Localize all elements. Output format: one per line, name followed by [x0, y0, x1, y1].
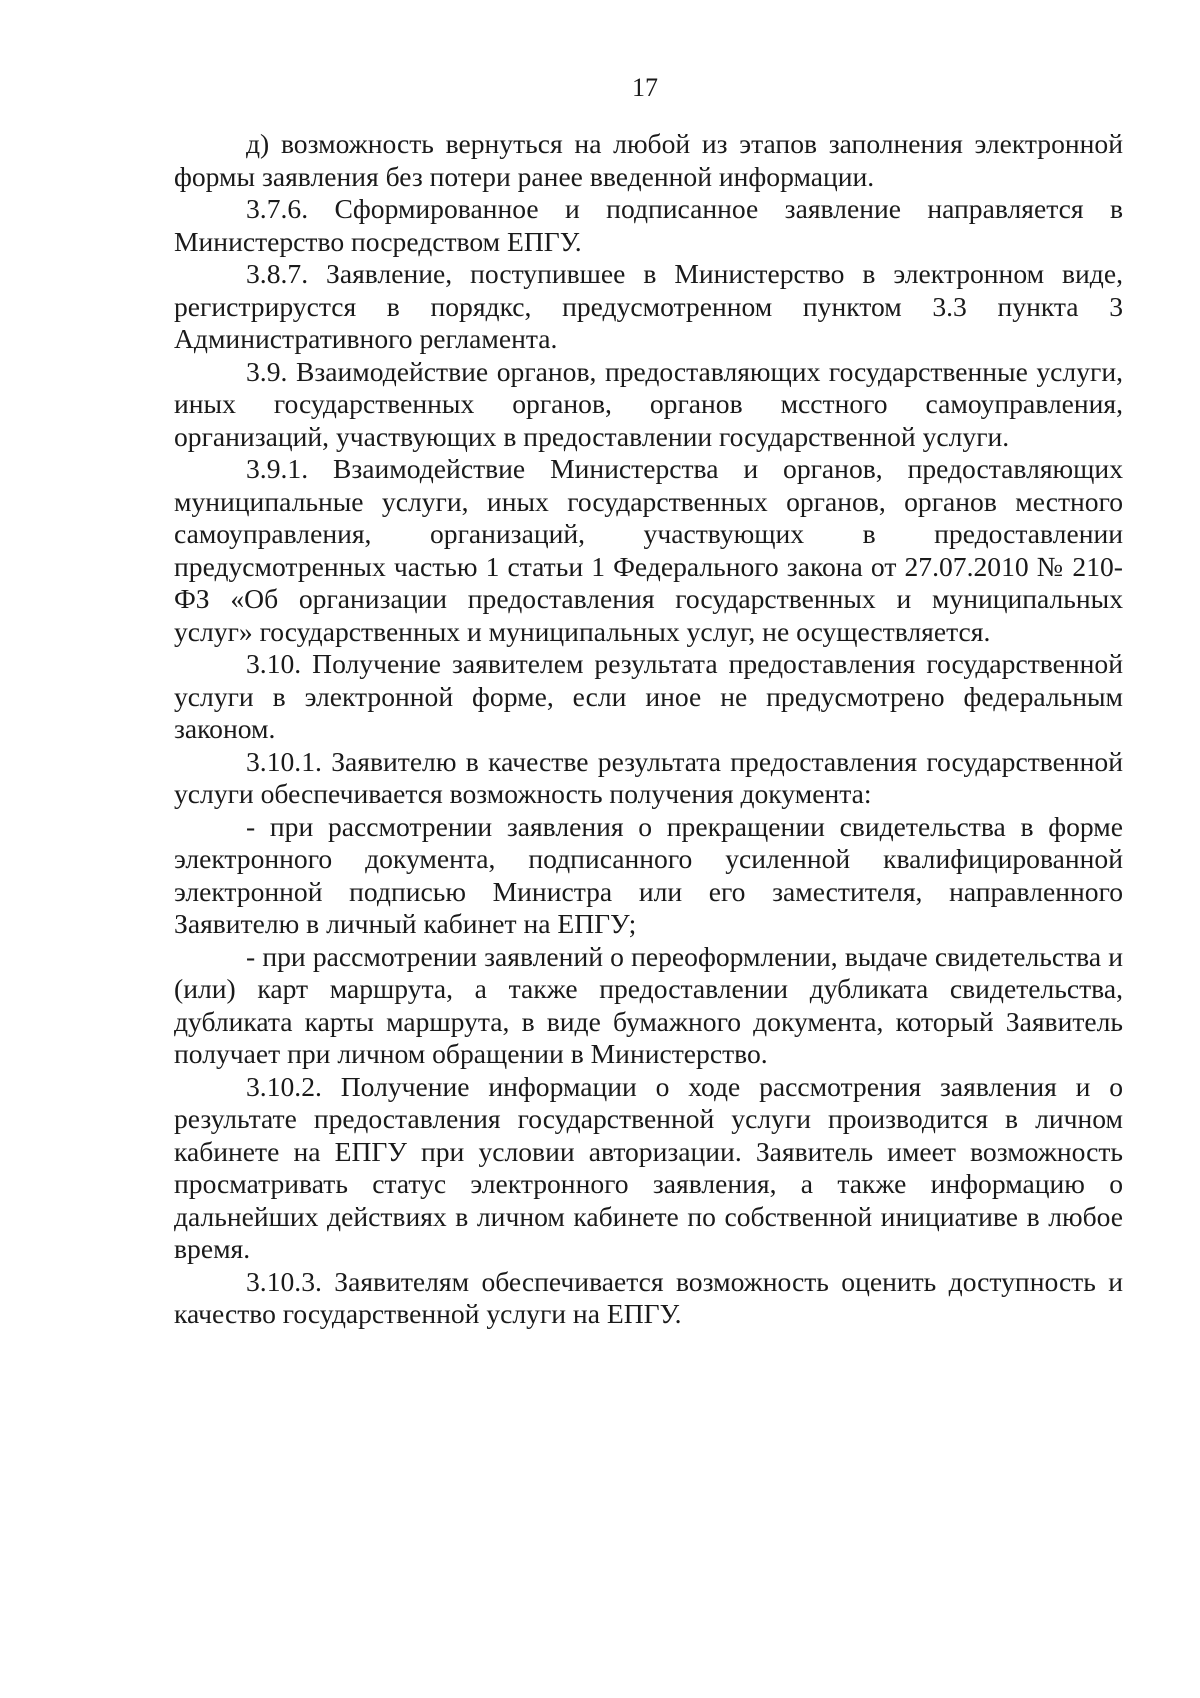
list-item-paper-result: - при рассмотрении заявлений о переоформлении, выдаче свидетельства и (или) карт маршрута, а также предоставлении дубликата свидетельства, дубликата карты маршрута, в виде бумажного документа, который Заявитель получает при личном обращении в Министерство. — [174, 940, 1123, 1069]
document-body — [174, 128, 1123, 1331]
paragraph-3-9-1: 3.9.1. Взаимодействие Министерства и органов, предоставляющих муниципальные услуги, иных государственных органов, органов местного самоуправления, организаций, участвующих в предоставлении предусмотренных частью 1 статьи 1 Федерального закона от 27.07.2010 № 210-ФЗ «Об организации предоставления государственных и муниципальных услуг» государственных и муниципальных услуг, не осуществляется. — [174, 453, 1123, 647]
page-number: 17 — [632, 73, 658, 102]
paragraph-3-10: 3.10. Получение заявителем результата предоставления государственной услуги в электронной форме, если иное не предусмотрено федеральным законом. — [174, 648, 1123, 744]
paragraph-d: д) возможность вернуться на любой из этапов заполнения электронной формы заявления без потери ранее введенной информации. — [174, 128, 1123, 192]
paragraph-3-10-1: 3.10.1. Заявителю в качестве результата предоставления государственной услуги обеспечивается возможность получения документа: — [174, 745, 1123, 809]
paragraph-3-10-3: 3.10.3. Заявителям обеспечивается возможность оценить доступность и качество государственной услуги на ЕПГУ. — [174, 1265, 1123, 1329]
list-item-electronic-result: - при рассмотрении заявления о прекращении свидетельства в форме электронного документа, подписанного усиленной квалифицированной электронной подписью Министра или его заместителя, направленного Заявителю в личный кабинет на ЕПГУ; — [174, 810, 1123, 939]
paragraph-3-8-7: 3.8.7. Заявление, поступившее в Министерство в электронном виде, регистрирустся в порядкс, предусмотренном пунктом 3.3 пункта 3 Административного регламента. — [174, 258, 1123, 354]
paragraph-3-7-6: 3.7.6. Сформированное и подписанное заявление направляется в Министерство посредством ЕПГУ. — [174, 193, 1123, 257]
paragraph-3-10-2: 3.10.2. Получение информации о ходе рассмотрения заявления и о результате предоставления государственной услуги производится в личном кабинете на ЕПГУ при условии авторизации. Заявитель имеет возможность просматривать статус электронного заявления, а также информацию о дальнейших действиях в личном кабинете по собственной инициативе в любое время. — [174, 1070, 1123, 1264]
paragraph-3-9: 3.9. Взаимодействие органов, предоставляющих государственные услуги, иных государственных органов, органов мсстного самоуправления, организаций, участвующих в предоставлении государственной услуги. — [174, 355, 1123, 452]
